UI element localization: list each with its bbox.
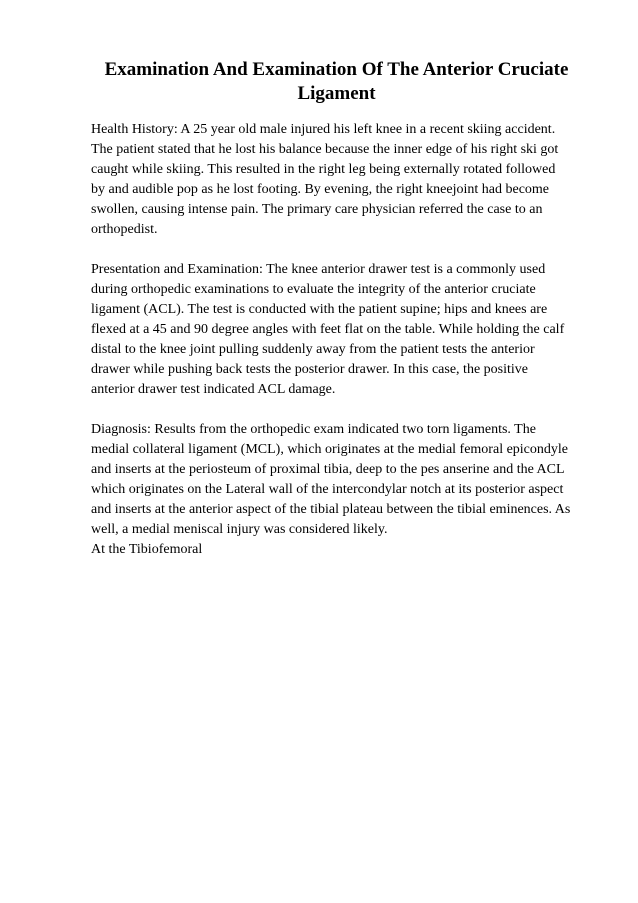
document-title: Examination And Examination Of The Anterior Cruciate Ligament: [104, 59, 569, 104]
trailing-line: At the Tibiofemoral: [91, 542, 203, 557]
paragraph-diagnosis: Diagnosis: Results from the orthopedic exam indicated two torn ligaments. The medial collateral ligament (MCL), which originates at the medial femoral epicondyle and inserts at the periosteum of proximal tibia, deep to the pes anserine and the ACL which originates on the Lateral wall of the intercondylar notch at its posterior aspect and inserts at the anterior aspect of the tibial plateau between the tibial eminences. As well, a medial meniscal injury was considered likely.: [91, 422, 571, 537]
paragraph-presentation-examination: Presentation and Examination: The knee anterior drawer test is a commonly used during orthopedic examinations to evaluate the integrity of the anterior cruciate ligament (ACL). The test is conducted with the patient supine; hips and knees are flexed at a 45 and 90 degree angles with feet flat on the table. While holding the calf distal to the knee joint pulling suddenly away from the patient tests the anterior drawer while pushing back tests the posterior drawer. In this case, the positive anterior drawer test indicated ACL damage.: [91, 262, 565, 397]
paragraph-health-history: Health History: A 25 year old male injured his left knee in a recent skiing accident. The patient stated that he lost his balance because the inner edge of his right ski got caught while skiing. This resulted in the right leg being externally rotated followed by and audible pop as he lost footing. By evening, the right kneejoint had become swollen, causing intense pain. The primary care physician referred the case to an orthopedist.: [91, 122, 559, 237]
